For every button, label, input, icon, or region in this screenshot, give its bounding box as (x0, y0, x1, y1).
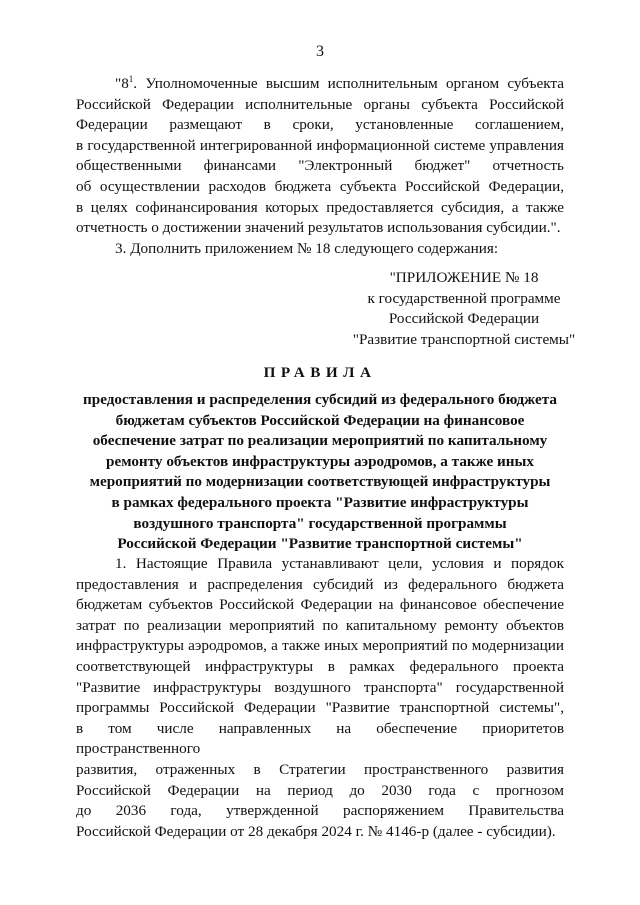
paragraph-1-line: в том числе направленных на обеспечение приоритетов пространственного (76, 719, 564, 758)
subtitle-line: бюджетам субъектов Российской Федерации на финансовое (115, 411, 525, 429)
page-number: 3 (316, 43, 324, 60)
paragraph-8-number: "8 (115, 75, 129, 92)
paragraph-1-line: соответствующей инфраструктуры в рамках федерального проекта (76, 657, 564, 675)
paragraph-8-line (76, 74, 564, 95)
paragraph-1-line: "Развитие инфраструктуры воздушного транспорта" государственной (76, 678, 564, 696)
paragraph-8-line: об осуществлении расходов бюджета субъекта Российской Федерации, (76, 177, 564, 195)
rules-subtitle (60, 390, 580, 555)
paragraph-8-line: Федерации размещают в сроки, установленные соглашением, (76, 116, 564, 134)
paragraph-1-line: 1. Настоящие Правила устанавливают цели, условия и порядок (115, 555, 564, 572)
paragraph-1-line: предоставления и распределения субсидий из федерального бюджета (76, 575, 564, 593)
paragraph-1-line: инфраструктуры аэродромов, а также иных мероприятий по модернизации (76, 637, 564, 655)
paragraph-1-line: Российской Федерации от 28 декабря 2024 г. № 4146-р (далее - субсидии). (76, 822, 556, 840)
paragraph-1-line: до 2036 года, утвержденной распоряжением Правительства (76, 802, 564, 820)
subtitle-line: обеспечение затрат по реализации мероприятий по капитальному (92, 432, 548, 450)
subtitle-line: ремонту объектов инфраструктуры аэродромов, а также иных (106, 452, 534, 470)
paragraph-8-line: в государственной интегрированной информационной системе управления (76, 136, 564, 154)
rules-title: ПРАВИЛА (263, 364, 377, 381)
paragraph-8-text: . Уполномоченные высшим исполнительным органом субъекта (133, 75, 564, 92)
paragraph-1 (76, 554, 564, 842)
subtitle-line: воздушного транспорта" государственной программы (133, 514, 507, 532)
appendix-line: "ПРИЛОЖЕНИЕ № 18 (389, 269, 539, 286)
item-3: 3. Дополнить приложением № 18 следующего содержания: (115, 239, 499, 257)
subtitle-line: мероприятий по модернизации соответствующей инфраструктуры (89, 473, 551, 491)
appendix-line: Российской Федерации (388, 310, 540, 328)
appendix-line: к государственной программе (367, 289, 561, 307)
paragraph-1-line: бюджетам субъектов Российской Федерации на финансовое обеспечение (76, 596, 564, 614)
paragraph-1-line: развития, отраженных в Стратегии пространственного развития (76, 760, 564, 778)
paragraph-8-line: в целях софинансирования которых предоставляется субсидия, а также (76, 198, 564, 216)
superscript: 1 (128, 74, 134, 84)
paragraph-8 (76, 74, 564, 259)
appendix-line: "Развитие транспортной системы" (352, 330, 576, 348)
subtitle-line: в рамках федерального проекта "Развитие инфраструктуры (111, 493, 529, 511)
paragraph-8-line: общественными финансами "Электронный бюджет" отчетность (76, 157, 564, 175)
paragraph-1-line: Российской Федерации на период до 2030 года с прогнозом (76, 781, 564, 799)
paragraph-1-line: программы Российской Федерации "Развитие транспортной системы", (76, 699, 564, 717)
subtitle-line: предоставления и распределения субсидий из федерального бюджета (83, 391, 557, 408)
paragraph-8-line: отчетность о достижении значений результатов использования субсидии.". (76, 219, 561, 237)
appendix-heading (330, 268, 598, 350)
paragraph-8-line: Российской Федерации исполнительные органы субъекта Российской (76, 95, 564, 113)
subtitle-line: Российской Федерации "Развитие транспортной системы" (117, 535, 523, 553)
paragraph-1-line: затрат по реализации мероприятий по капитальному ремонту объектов (76, 616, 564, 634)
